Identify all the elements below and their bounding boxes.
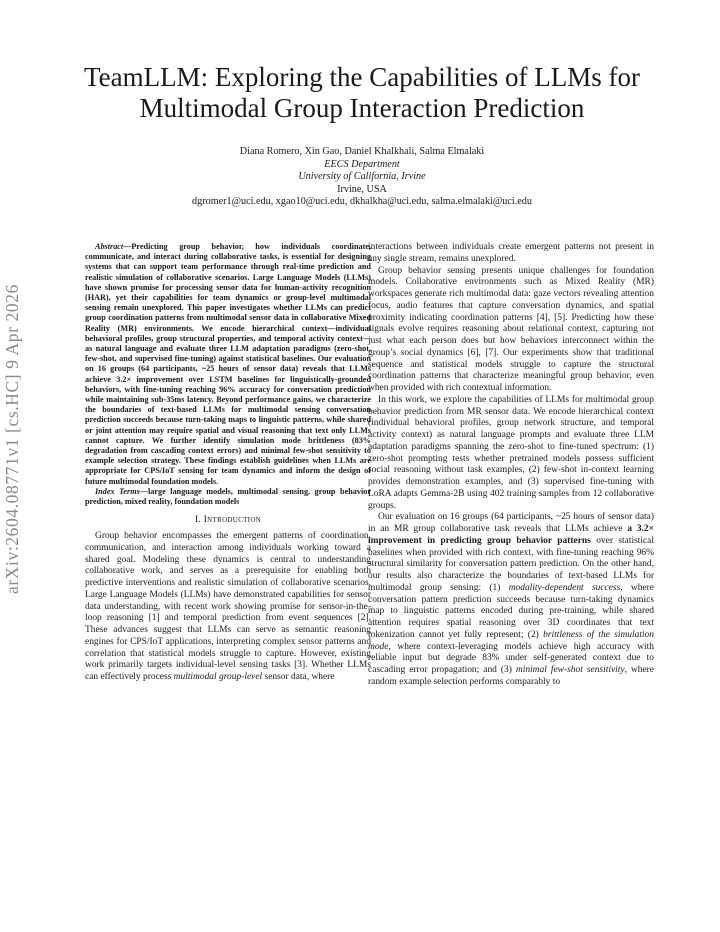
paper-title: TeamLLM: Exploring the Capabilities of LLMs for Multimodal Group Interaction Prediction [84, 62, 640, 123]
intro-paragraph-2: Group behavior sensing presents unique challenges for foundation models. Collaborative environments such as Mixed Reality (MR) workspaces generate rich multimodal data: gaze vectors revealing attention focus, audio features that capture conversation dynamics, and spatial proximity indicating coordination patterns [4], [5]. Predicting how these signals evolve requires reasoning about relational context, capturing not just what each person does but how behaviors interconnect within the group’s social dynamics [6], [7]. Our experiments show that traditional sequence and statistical models struggle to capture the structural coordination patterns that characterize meaningful group behavior, even when provided with rich contextual information. [368, 265, 654, 393]
author-university: University of California, Irvine [298, 171, 426, 183]
intro-p1-text-b: sensor data, where [262, 672, 335, 683]
index-terms-text: —large language models, multimodal sensing, group behavior prediction, mixed reality, foundation models [85, 486, 371, 507]
intro-p4-text-b: over statistical baselines when provided with rich context, with fine-tuning reaching 96% structural similarity for conversation pattern prediction. On the other hand, our results also characterize the boundaries of text-based LLMs for multimodal group sensing: (1) [368, 535, 654, 593]
author-location: Irvine, USA [337, 183, 387, 195]
intro-paragraph-4 [368, 512, 654, 688]
author-block [60, 146, 664, 209]
section-heading-introduction [85, 515, 371, 527]
abstract [85, 242, 371, 487]
abstract-lead: Abstract [95, 242, 124, 251]
left-column [85, 242, 371, 684]
intro-p4-text-e: , where random example selection performs comparably to [368, 665, 654, 687]
intro-p1-emphasis: multimodal group-level [173, 672, 263, 683]
intro-p4-emphasis-2: brittleness of the simulation mode [368, 629, 654, 652]
intro-paragraph-3: In this work, we explore the capabilities of LLMs for multimodal group behavior prediction from MR sensor data. We encode hierarchical context (individual behavioral profiles, group network structure, and temporal activity context) as natural language prompts and evaluate three LLM adaptation paradigms spanning the zero-shot to fine-tuned spectrum: (1) zero-shot prompting tests whether pretrained models possess sufficient social reasoning without task examples, (2) few-shot in-context learning provides demonstration examples, and (3) supervised fine-tuning with LoRA adapts Gemma-2B using 402 training samples from 12 collaborative groups. [368, 394, 654, 511]
intro-paragraph-1 [85, 531, 371, 684]
intro-p4-text-d: , where context-leveraging models achieve high accuracy with reliable input but degrade 83% under self-generated context due to cascading error propagation; and (3) [368, 641, 654, 675]
arxiv-identifier-stamp: arXiv:2604.08771v1 [cs.HC] 9 Apr 2026 [2, 284, 22, 594]
intro-p4-bold: a 3.2× improvement in predicting group behavior patterns [368, 524, 654, 546]
abstract-text: —Predicting group behavior, how individuals coordinate, communicate, and interact during collaborative tasks, is essential for designing systems that can support team performance through real-time prediction and realistic simulation of collaborative scenarios. Large Language Models (LLMs) have shown promise for processing sensor data for human-activity recognition (HAR), yet their capabilities for team dynamics or group-level multimodal sensing remain unexplored. This paper investigates whether LLMs can predict group coordination patterns from multimodal sensor data in collaborative Mixed Reality (MR) environments. We encode hierarchical context—individual behavioral profiles, group structural properties, and temporal activity context—as natural language and evaluate three LLM adaptation paradigms (zero-shot, few-shot, and supervised fine-tuning) against statistical baselines. Our evaluation on 16 groups (64 participants, ~25 hours of sensor data) reveals that LLMs achieve 3.2× improvement over LSTM baselines for linguistically-grounded behaviors, with fine-tuning reaching 96% accuracy for conversation prediction while maintaining sub-35ms latency. Beyond performance gains, we characterize the boundaries of text-based LLMs for multimodal sensing conversation prediction succeeds because turn-taking maps to linguistic patterns, while shared or joint attention may require spatial and visual reasoning that text only LLMs cannot capture. We further identify simulation mode brittleness (83% degradation from cascading context errors) and minimal few-shot sensitivity to example selection strategy. These findings establish guidelines when LLMs are appropriate for CPS/IoT sensing for team dynamics and inform the design of future multimodal foundation models. [85, 242, 371, 486]
author-names: Diana Romero, Xin Gao, Daniel Khalkhali, Salma Elmalaki [239, 146, 485, 157]
intro-p4-emphasis-1: modality-dependent success [508, 582, 621, 593]
intro-p4-text-a: Our evaluation on 16 groups (64 participants, ~25 hours of sensor data) in an MR group collaborative task reveals that LLMs achieve [368, 512, 654, 534]
author-emails: dgromer1@uci.edu, xgao10@uci.edu, dkhalkha@uci.edu, salma.elmalaki@uci.edu [192, 196, 532, 208]
index-terms [85, 487, 371, 507]
index-terms-lead: Index Terms [95, 486, 140, 496]
right-column [368, 242, 654, 689]
author-department: EECS Department [324, 158, 400, 170]
intro-p1-text-a: Group behavior encompasses the emergent patterns of coordination, communication, and interaction among individuals working toward a shared goal. Modeling these dynamics is central to understanding collaborative work, and serves as a prerequisite for enabling both predictive interventions and realistic simulation of collaborative scenarios. Large Language Models (LLMs) have demonstrated capabilities for sensor data understanding, with recent work showing promise for sensor-in-the-loop reasoning [1] and temporal prediction from event sequences [2]. These advances suggest that LLMs can serve as semantic reasoning engines for CPS/IoT applications, interpreting complex sensor patterns and correlation that statistical models struggle to capture. However, existing work primarily targets individual-level sensing tasks [3]. Whether LLMs can effectively process [85, 531, 371, 683]
section-number: I. [194, 515, 202, 526]
intro-p4-emphasis-3: minimal few-shot sensitivity [515, 665, 625, 675]
intro-paragraph-1-cont: interactions between individuals create emergent patterns not present in any single stream, remains unexplored. [368, 242, 654, 264]
section-title: Introduction [203, 515, 262, 526]
intro-p4-text-c: , where conversation pattern prediction succeeds because turn-taking dynamics map to linguistic patterns encoded during pre-training, while shared attention requires spatial reasoning over 3D coordinates that text tokenization cannot yet fully represent; (2) [368, 582, 654, 640]
